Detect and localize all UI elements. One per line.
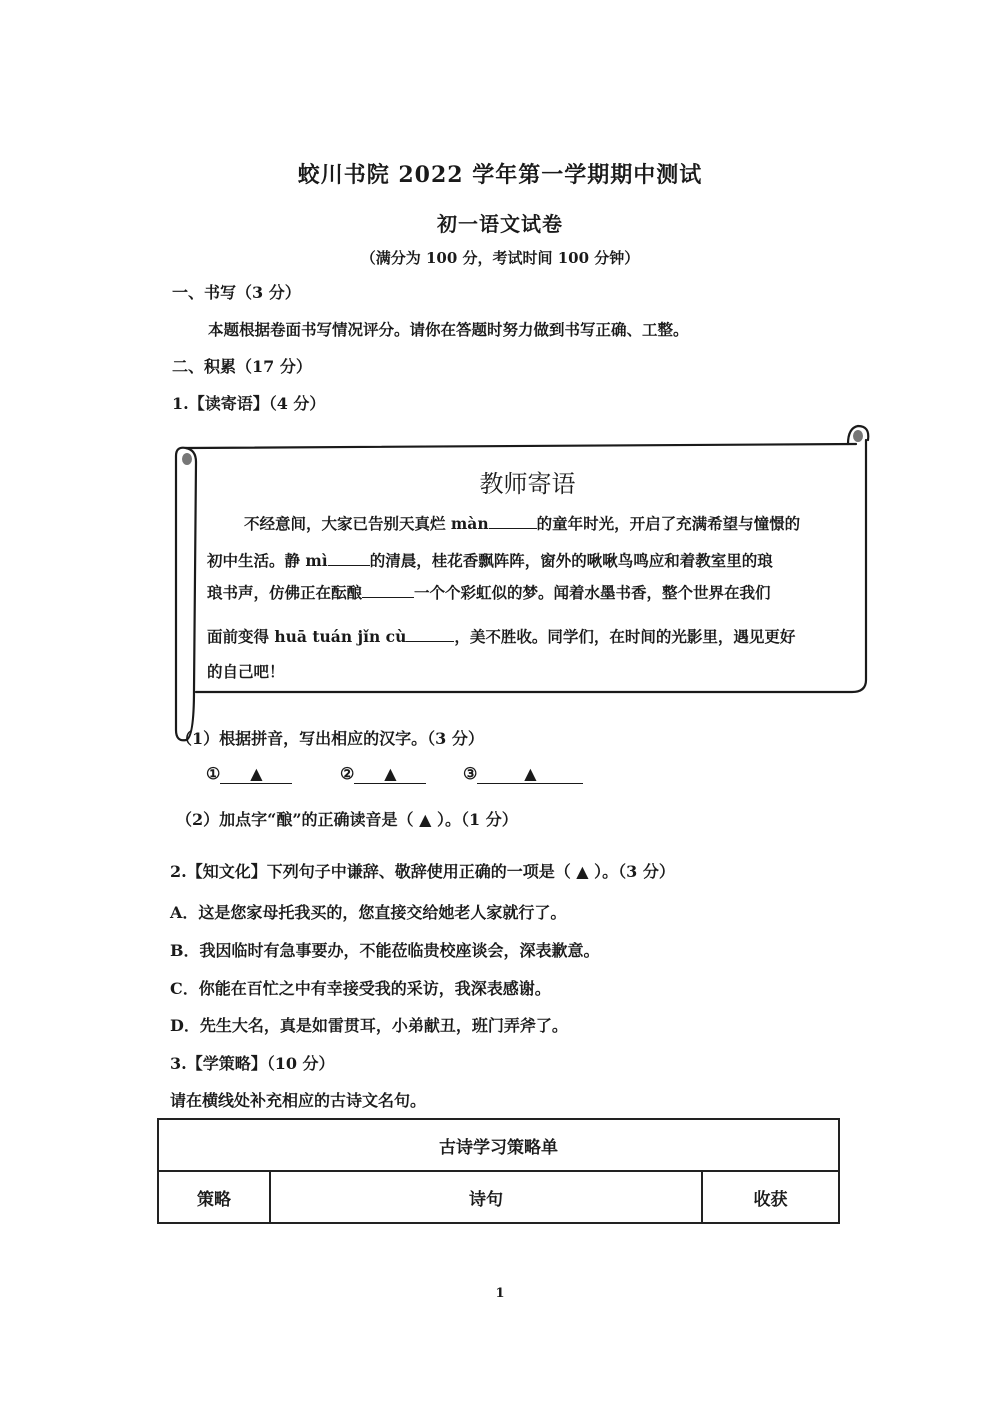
scroll-line-2-a: 初中生活。静 mì <box>207 551 328 570</box>
q2-option-c: C．你能在百忙之中有幸接受我的采访，我深表感谢。 <box>170 979 551 998</box>
q3-heading: 3.【学策略】（10 分） <box>170 1054 335 1073</box>
q2-option-a: A．这是您家母托我买的，您直接交给她老人家就行了。 <box>170 903 567 922</box>
page-number: 1 <box>495 1286 505 1301</box>
answer-1 <box>206 764 292 784</box>
answer-3-line[interactable]: ▲ <box>477 764 583 784</box>
column-header-gain: 收获 <box>702 1171 839 1223</box>
answer-2-label: ② <box>340 764 355 783</box>
scroll-line-4-a: 面前变得 huā tuán jǐn cù <box>207 627 407 646</box>
section1-heading: 一、书写（3 分） <box>172 283 301 302</box>
q2-option-d: D．先生大名，真是如雷贯耳，小弟献丑，班门弄斧了。 <box>170 1016 568 1035</box>
scroll-line-3 <box>207 581 771 603</box>
scroll-line-1 <box>244 512 800 534</box>
exam-note: （满分为 100 分，考试时间 100 分钟） <box>360 249 640 267</box>
q1-sub1: （1）根据拼音，写出相应的汉字。（3 分） <box>176 729 484 748</box>
scroll-line-1-b: 的童年时光，开启了充满希望与憧憬的 <box>536 514 801 533</box>
answer-1-label: ① <box>206 764 221 783</box>
column-header-verse: 诗句 <box>270 1171 702 1223</box>
blank-3[interactable] <box>406 627 454 642</box>
q1-heading: 1.【读寄语】（4 分） <box>172 394 326 413</box>
scroll-line-3-a: 琅书声，仿佛正在酝酿 <box>207 583 363 602</box>
q3-instruction: 请在横线处补充相应的古诗文名句。 <box>170 1091 427 1110</box>
answer-2-line[interactable]: ▲ <box>354 764 426 784</box>
scroll-line-3-b: 一个个彩虹似的梦。闻着水墨书香，整个世界在我们 <box>414 583 771 602</box>
scroll-line-5: 的自己吧！ <box>207 662 285 681</box>
blank-niang[interactable] <box>362 583 414 598</box>
scroll-title: 教师寄语 <box>479 470 576 498</box>
strategy-table <box>157 1118 840 1224</box>
q1-sub2: （2）加点字“酿”的正确读音是（ ▲ ）。（1 分） <box>176 810 518 829</box>
section2-heading: 二、积累（17 分） <box>172 357 312 376</box>
answer-2 <box>340 764 426 784</box>
exam-title: 蛟川书院 2022 学年第一学期期中测试 <box>297 162 703 188</box>
section1-body: 本题根据卷面书写情况评分。请你在答题时努力做到书写正确、工整。 <box>208 320 689 339</box>
answer-3-label: ③ <box>463 764 478 783</box>
scroll-line-2-b: 的清晨，桂花香飘阵阵，窗外的啾啾鸟鸣应和着教室里的琅 <box>369 551 773 570</box>
blank-1[interactable] <box>489 514 537 529</box>
blank-2[interactable] <box>328 551 370 566</box>
scroll-line-4-b: ，美不胜收。同学们，在时间的光影里，遇见更好 <box>454 627 796 646</box>
scroll-line-2 <box>207 549 773 571</box>
q2-option-b: B．我因临时有急事要办，不能莅临贵校座谈会，深表歉意。 <box>170 941 600 960</box>
scroll-line-1-a: 不经意间，大家已告别天真烂 màn <box>244 514 489 533</box>
answer-3 <box>463 764 583 784</box>
q2-heading: 2.【知文化】下列句子中谦辞、敬辞使用正确的一项是（ ▲ ）。（3 分） <box>170 862 675 881</box>
strategy-table-title: 古诗学习策略单 <box>158 1119 839 1171</box>
exam-subtitle: 初一语文试卷 <box>437 212 563 236</box>
answer-1-line[interactable]: ▲ <box>220 764 292 784</box>
scroll-line-4 <box>207 625 795 647</box>
column-header-strategy: 策略 <box>158 1171 270 1223</box>
scroll-curl-right <box>853 430 863 442</box>
